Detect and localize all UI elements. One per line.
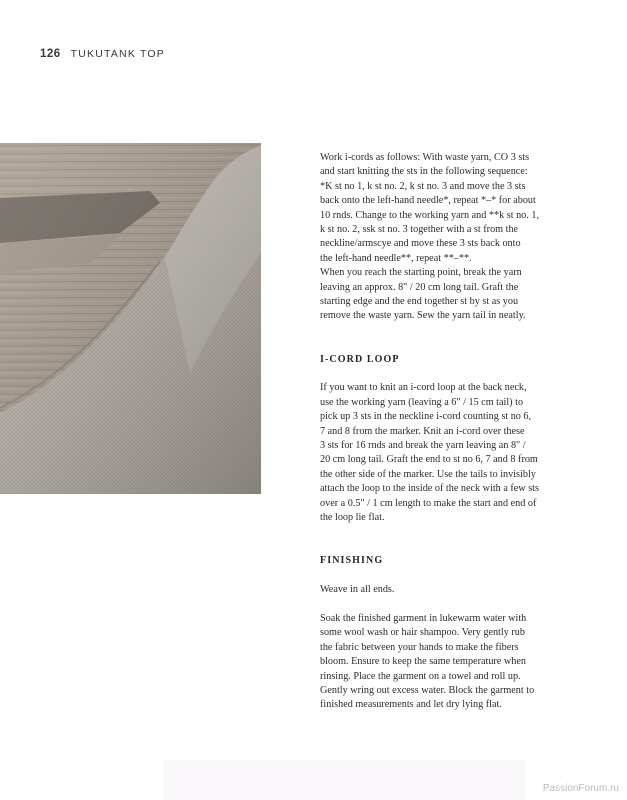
text-line: neckline/armscye and move these 3 sts back onto — [320, 238, 521, 250]
text-line: 3 sts for 16 rnds and break the yarn leaving an 8" / — [320, 440, 526, 452]
watermark: PassionForum.ru — [542, 783, 619, 794]
text-line: the left-hand needle**, repeat **–**. — [320, 252, 472, 264]
photo-illustration — [0, 143, 261, 494]
text-line: 7 and 8 from the marker. Knit an i-cord over these — [320, 425, 525, 437]
text-line: Gently wring out excess water. Block the garment to — [320, 684, 535, 696]
text-line: the loop lie flat. — [320, 512, 385, 524]
instructions-column — [320, 151, 560, 713]
text-line: and start knitting the sts in the following sequence: — [320, 166, 528, 178]
text-line: 10 rnds. Change to the working yarn and **k st no. 1, — [320, 209, 540, 221]
page-number: 126 — [40, 48, 61, 60]
text-line: *K st no 1, k st no. 2, k st no. 3 and move the 3 sts — [320, 180, 526, 192]
text-line: leaving an approx. 8" / 20 cm long tail. Graft the — [320, 281, 519, 293]
finishing-paragraph-1 — [320, 583, 560, 597]
text-line: remove the waste yarn. Sew the yarn tail in neatly. — [320, 310, 526, 322]
icord-instructions-paragraph — [320, 151, 560, 324]
text-line: 20 cm long tail. Graft the end to st no 6, 7 and 8 from — [320, 454, 538, 466]
text-line: use the working yarn (leaving a 6" / 15 cm tail) to — [320, 396, 524, 408]
finishing-paragraph-2 — [320, 612, 560, 713]
section-title: TUKUTANK TOP — [70, 48, 165, 60]
knitted-fabric-photo — [0, 143, 261, 494]
running-header — [40, 48, 165, 60]
text-line: If you want to knit an i-cord loop at the back neck, — [320, 382, 527, 394]
icord-loop-heading: I-CORD LOOP — [320, 353, 400, 365]
text-line: the fabric between your hands to make the fibers — [320, 641, 519, 653]
text-line: some wool wash or hair shampoo. Very gently rub — [320, 627, 525, 639]
text-line: k st no. 2, ssk st no. 3 together with a st from the — [320, 224, 519, 236]
finishing-heading: FINISHING — [320, 555, 384, 567]
text-line: the other side of the marker. Use the tails to invisibly — [320, 468, 536, 480]
text-line: Soak the finished garment in lukewarm water with — [320, 612, 527, 624]
text-line: Work i-cords as follows: With waste yarn, CO 3 sts — [320, 152, 530, 163]
text-line: bloom. Ensure to keep the same temperature when — [320, 656, 526, 668]
bottom-band — [164, 760, 526, 800]
text-line: attach the loop to the inside of the neck with a few sts — [320, 483, 539, 495]
text-line: starting edge and the end together st by st as you — [320, 296, 519, 308]
text-line: finished measurements and let dry lying flat. — [320, 699, 502, 711]
icord-loop-paragraph — [320, 381, 560, 525]
text-line: pick up 3 sts in the neckline i-cord counting st no 6, — [320, 411, 532, 423]
text-line: Weave in all ends. — [320, 584, 395, 596]
text-line: over a 0.5" / 1 cm length to make the start and end of — [320, 497, 537, 509]
text-line: When you reach the starting point, break the yarn — [320, 267, 522, 279]
text-line: back onto the left-hand needle*, repeat *–* for about — [320, 195, 536, 207]
text-line: rinsing. Place the garment on a towel and roll up. — [320, 670, 521, 682]
